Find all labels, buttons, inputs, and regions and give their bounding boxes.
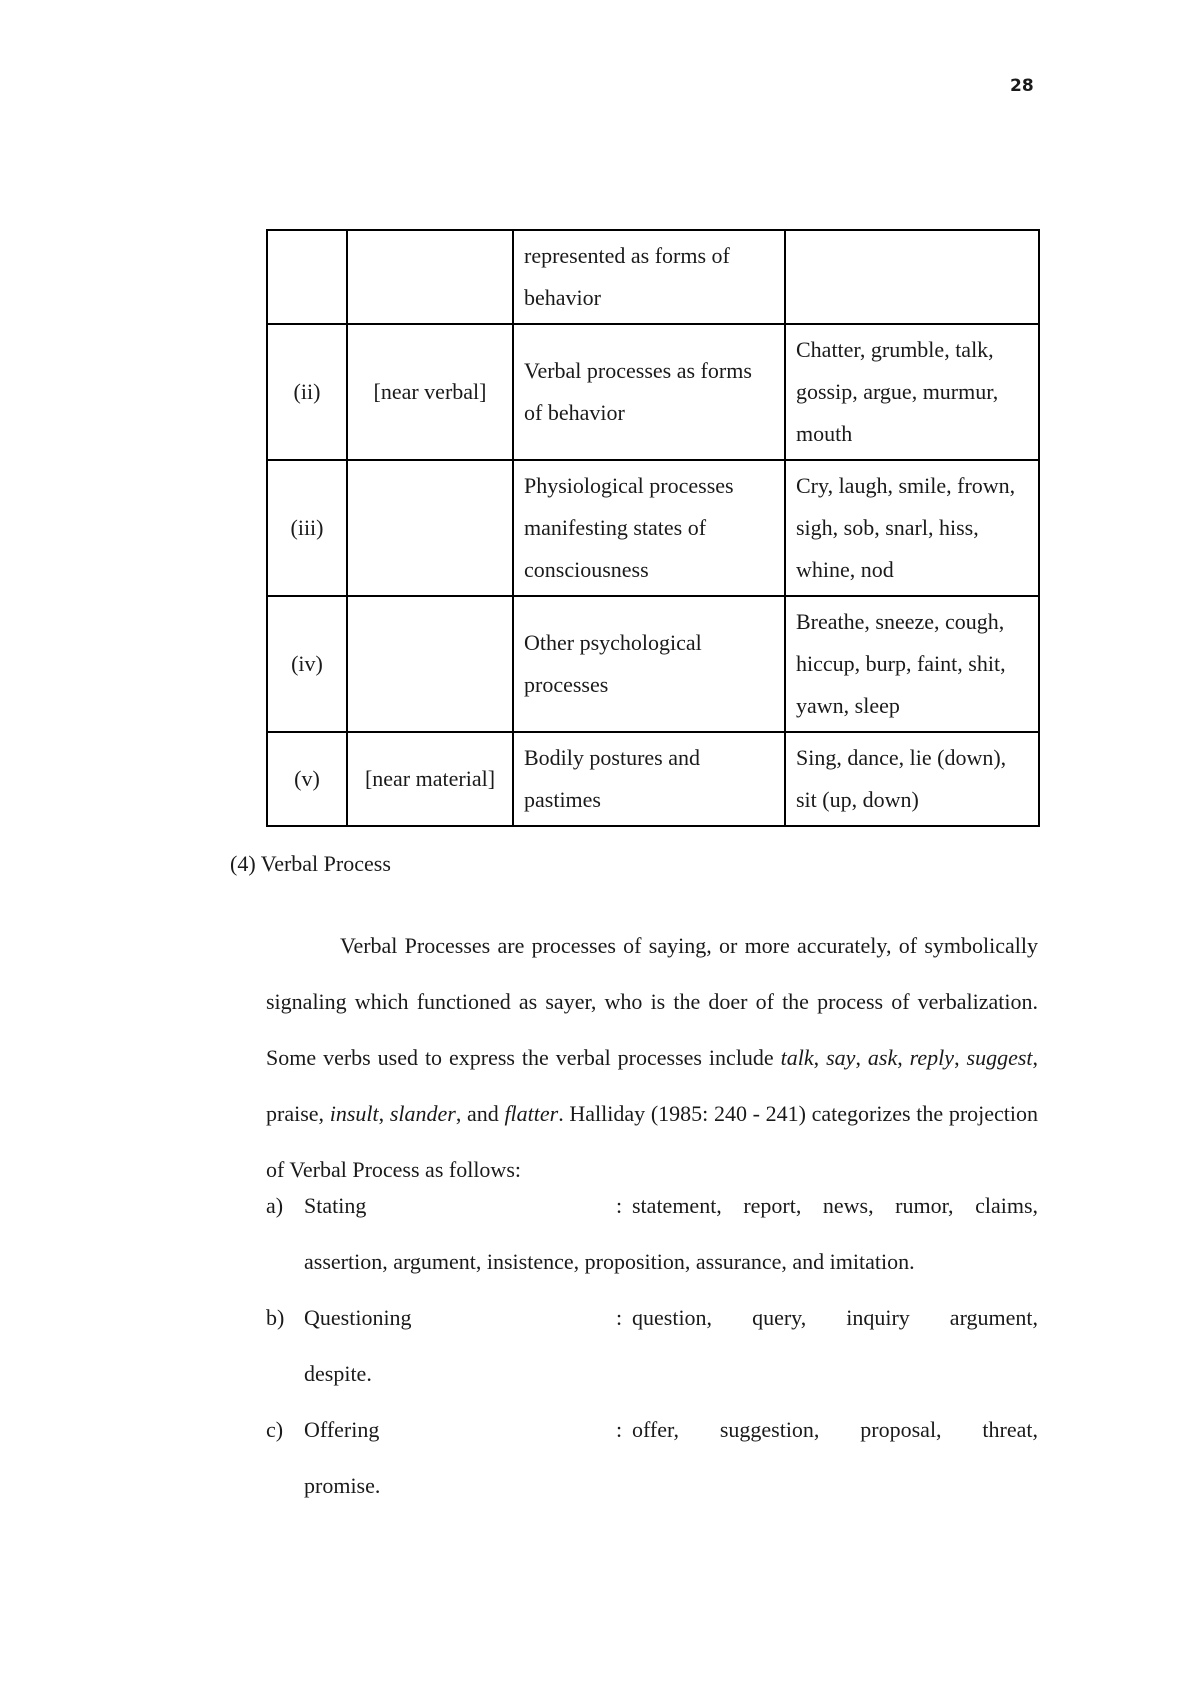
projection-list xyxy=(266,1178,1038,1514)
row-subtype: [near material] xyxy=(347,732,513,826)
list-terms-continued: assertion, argument, insistence, proposition, assurance, and imitation. xyxy=(304,1249,915,1274)
page-number: 28 xyxy=(1010,76,1034,96)
verb-example: slander xyxy=(389,1101,456,1126)
separator: , xyxy=(855,1045,868,1070)
separator: , xyxy=(897,1045,910,1070)
separator: , praise, xyxy=(266,1045,1039,1126)
row-examples: Sing, dance, lie (down), sit (up, down) xyxy=(785,732,1039,826)
row-subtype xyxy=(347,596,513,732)
verb-example: reply xyxy=(909,1045,955,1070)
section-heading: (4) Verbal Process xyxy=(230,851,391,876)
row-number: (iv) xyxy=(267,596,347,732)
list-label: Offering xyxy=(304,1417,380,1442)
row-number: (ii) xyxy=(267,324,347,460)
row-meaning: Other psychological processes xyxy=(513,596,785,732)
row-subtype: [near verbal] xyxy=(347,324,513,460)
verb-example: suggest xyxy=(966,1045,1033,1070)
row-number: (v) xyxy=(267,732,347,826)
paragraph-text: Verbal Processes are processes of saying, or more accurately, of symbolically signaling which functioned as sayer, who is the doer of the process of verbalization. Some verbs used to express the verbal processes include xyxy=(266,933,1038,1070)
table-row xyxy=(267,324,1039,460)
row-meaning: Physiological processes manifesting states of consciousness xyxy=(513,460,785,596)
row-examples: Chatter, grumble, talk, gossip, argue, murmur, mouth xyxy=(785,324,1039,460)
row-meaning: Verbal processes as forms of behavior xyxy=(513,324,785,460)
table-row xyxy=(267,732,1039,826)
list-terms-continued: promise. xyxy=(304,1473,381,1498)
table-row xyxy=(267,596,1039,732)
paragraph-text: . Halliday (1985: 240 - 241) categorizes the projection of Verbal Process as follows: xyxy=(266,1101,1039,1182)
list-item xyxy=(266,1290,1038,1402)
body-paragraph xyxy=(266,918,1038,1198)
row-meaning: represented as forms of behavior xyxy=(513,230,785,324)
list-colon: : xyxy=(616,1417,623,1442)
verb-example: ask xyxy=(867,1045,898,1070)
behavioral-process-table xyxy=(266,229,1040,827)
list-colon: : xyxy=(616,1193,623,1218)
list-marker: c) xyxy=(266,1417,284,1442)
row-examples: Cry, laugh, smile, frown, sigh, sob, snarl, hiss, whine, nod xyxy=(785,460,1039,596)
separator: , xyxy=(378,1101,390,1126)
list-terms: question, query, inquiry argument, xyxy=(632,1305,1038,1330)
list-label: Stating xyxy=(304,1193,367,1218)
row-number xyxy=(267,230,347,324)
list-colon: : xyxy=(616,1305,623,1330)
table-row xyxy=(267,230,1039,324)
table-row xyxy=(267,460,1039,596)
list-marker: b) xyxy=(266,1305,285,1330)
list-terms: statement, report, news, rumor, claims, xyxy=(632,1193,1038,1218)
list-marker: a) xyxy=(266,1193,284,1218)
row-subtype xyxy=(347,230,513,324)
list-terms-continued: despite. xyxy=(304,1361,372,1386)
separator: , xyxy=(813,1045,827,1070)
separator: , xyxy=(954,1045,967,1070)
verb-example: say xyxy=(826,1045,856,1070)
row-examples: Breathe, sneeze, cough, hiccup, burp, faint, shit, yawn, sleep xyxy=(785,596,1039,732)
row-examples xyxy=(785,230,1039,324)
verb-example: insult xyxy=(329,1101,379,1126)
row-meaning: Bodily postures and pastimes xyxy=(513,732,785,826)
list-label: Questioning xyxy=(304,1305,412,1330)
separator: , and xyxy=(455,1101,505,1126)
list-item xyxy=(266,1402,1038,1514)
list-terms: offer, suggestion, proposal, threat, xyxy=(632,1417,1038,1442)
verb-example: talk xyxy=(780,1045,814,1070)
row-number: (iii) xyxy=(267,460,347,596)
verb-example: flatter xyxy=(504,1101,559,1126)
list-item xyxy=(266,1178,1038,1290)
row-subtype xyxy=(347,460,513,596)
